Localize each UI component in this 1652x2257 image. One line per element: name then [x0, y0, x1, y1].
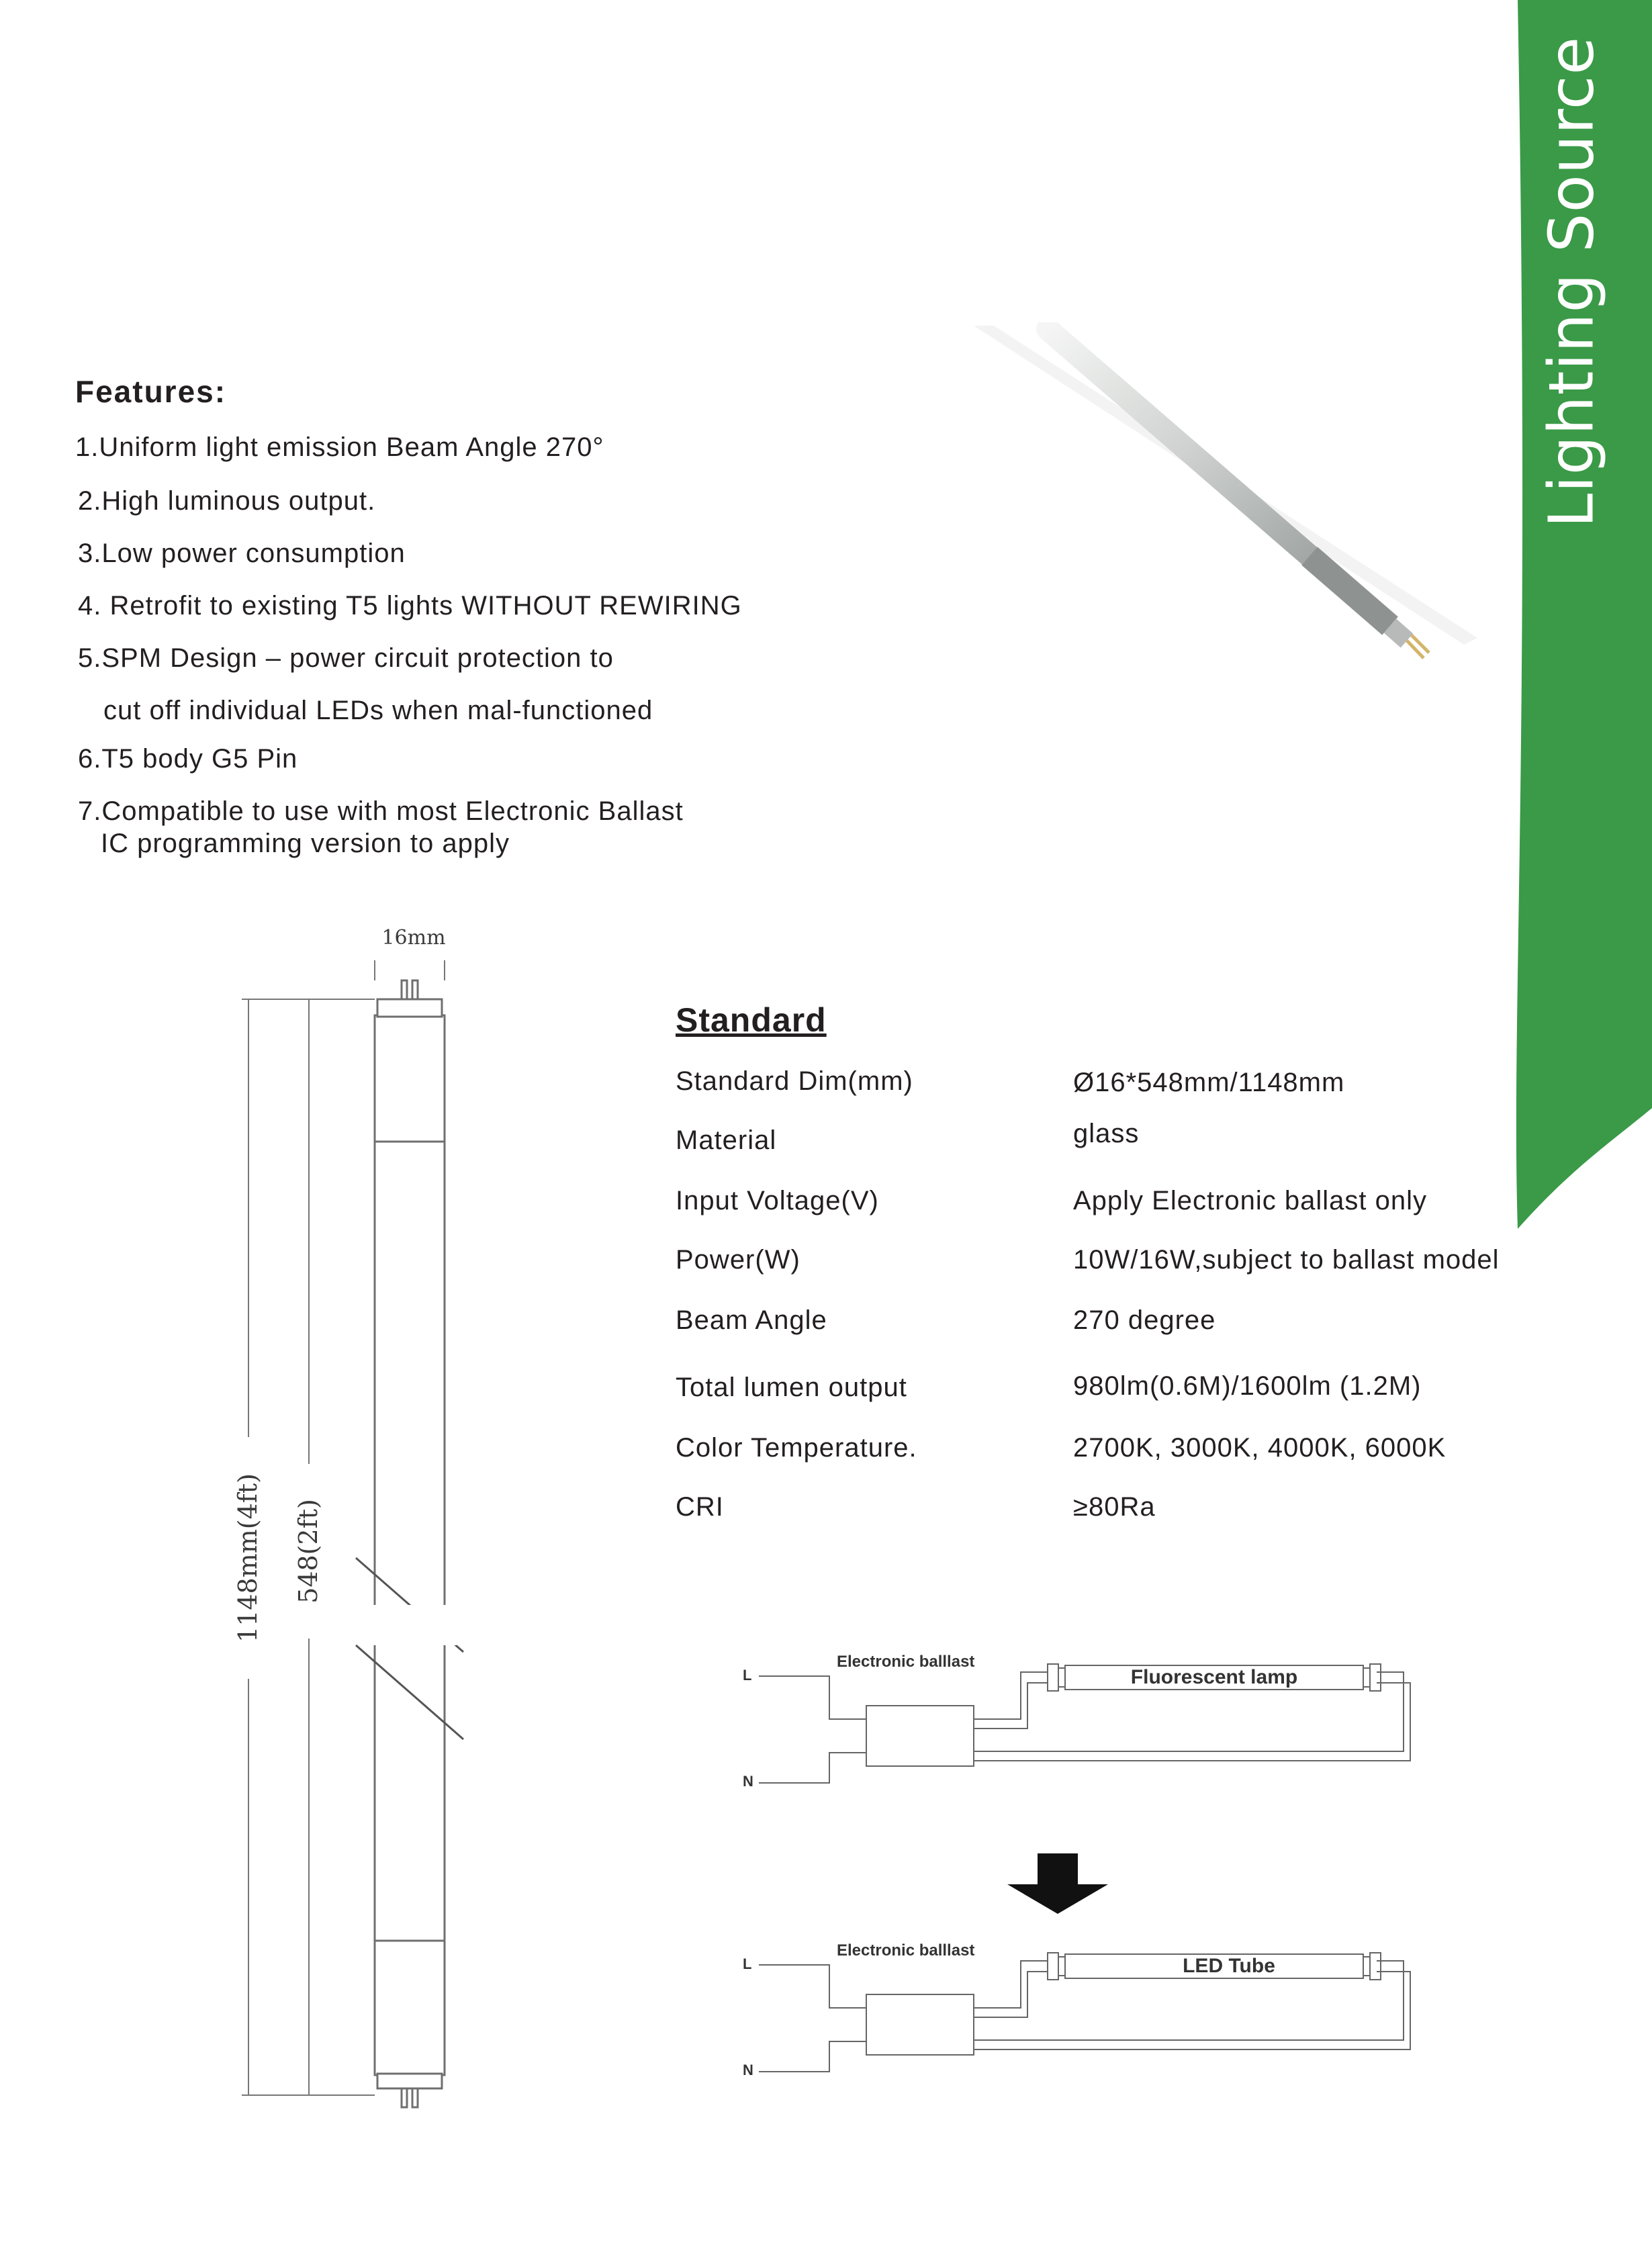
feature-item: 3.Low power consumption: [78, 539, 406, 568]
side-title: Lighting Source: [1535, 36, 1608, 528]
length-4ft-label: 1148mm(4ft): [233, 1473, 263, 1643]
standard-heading: Standard: [676, 1001, 827, 1039]
spec-value-power: 10W/16W,subject to ballast model: [1073, 1245, 1500, 1275]
spec-value-material: glass: [1073, 1119, 1140, 1148]
spec-value-cri: ≥80Ra: [1073, 1492, 1156, 1522]
led-tube-photo: [967, 322, 1477, 698]
feature-item: 1.Uniform light emission Beam Angle 270°: [75, 432, 604, 462]
feature-item: 6.T5 body G5 Pin: [78, 744, 298, 774]
length-2ft-label: 548(2ft): [293, 1499, 323, 1604]
spec-value-dimension: Ø16*548mm/1148mm: [1073, 1068, 1345, 1097]
spec-label-beam-angle: Beam Angle: [676, 1305, 827, 1335]
ballast-label: Electronic balllast: [837, 1653, 975, 1671]
spec-label-dimension: Standard Dim(mm): [676, 1066, 913, 1096]
spec-value-beam-angle: 270 degree: [1073, 1305, 1216, 1335]
tube-dimension-drawing: [201, 913, 484, 2122]
spec-value-lumen-output: 980lm(0.6M)/1600lm (1.2M): [1073, 1371, 1422, 1401]
spec-label-material: Material: [676, 1125, 777, 1155]
feature-item: 2.High luminous output.: [78, 486, 376, 516]
arrow-down-icon: [1007, 1853, 1108, 1914]
ballast-label: Electronic balllast: [837, 1941, 975, 1960]
lamp-label: Fluorescent lamp: [1130, 1666, 1298, 1688]
spec-label-lumen-output: Total lumen output: [676, 1373, 907, 1402]
feature-item: 7.Compatible to use with most Electronic Ballast: [78, 796, 684, 826]
line-label: L: [743, 1955, 752, 1972]
spec-value-color-temperature: 2700K, 3000K, 4000K, 6000K: [1073, 1433, 1447, 1463]
wiring-diagram-fluorescent: [732, 1645, 1437, 1806]
spec-label-input-voltage: Input Voltage(V): [676, 1186, 879, 1215]
spec-value-input-voltage: Apply Electronic ballast only: [1073, 1186, 1428, 1215]
neutral-label: N: [743, 2062, 753, 2078]
feature-item: cut off individual LEDs when mal-functioned: [103, 696, 653, 725]
diameter-label: 16mm: [381, 926, 446, 950]
feature-item: 4. Retrofit to existing T5 lights WITHOUT REWIRING: [78, 591, 742, 620]
line-label: L: [743, 1667, 752, 1684]
feature-item: 5.SPM Design – power circuit protection to: [78, 643, 614, 673]
spec-label-color-temperature: Color Temperature.: [676, 1433, 917, 1463]
neutral-label: N: [743, 1773, 753, 1790]
wiring-diagram-led: [732, 1934, 1437, 2095]
spec-label-cri: CRI: [676, 1492, 724, 1522]
lamp-label: LED Tube: [1183, 1955, 1275, 1977]
features-heading: Features:: [75, 374, 227, 409]
feature-item: IC programming version to apply: [101, 829, 510, 858]
spec-label-power: Power(W): [676, 1245, 800, 1275]
